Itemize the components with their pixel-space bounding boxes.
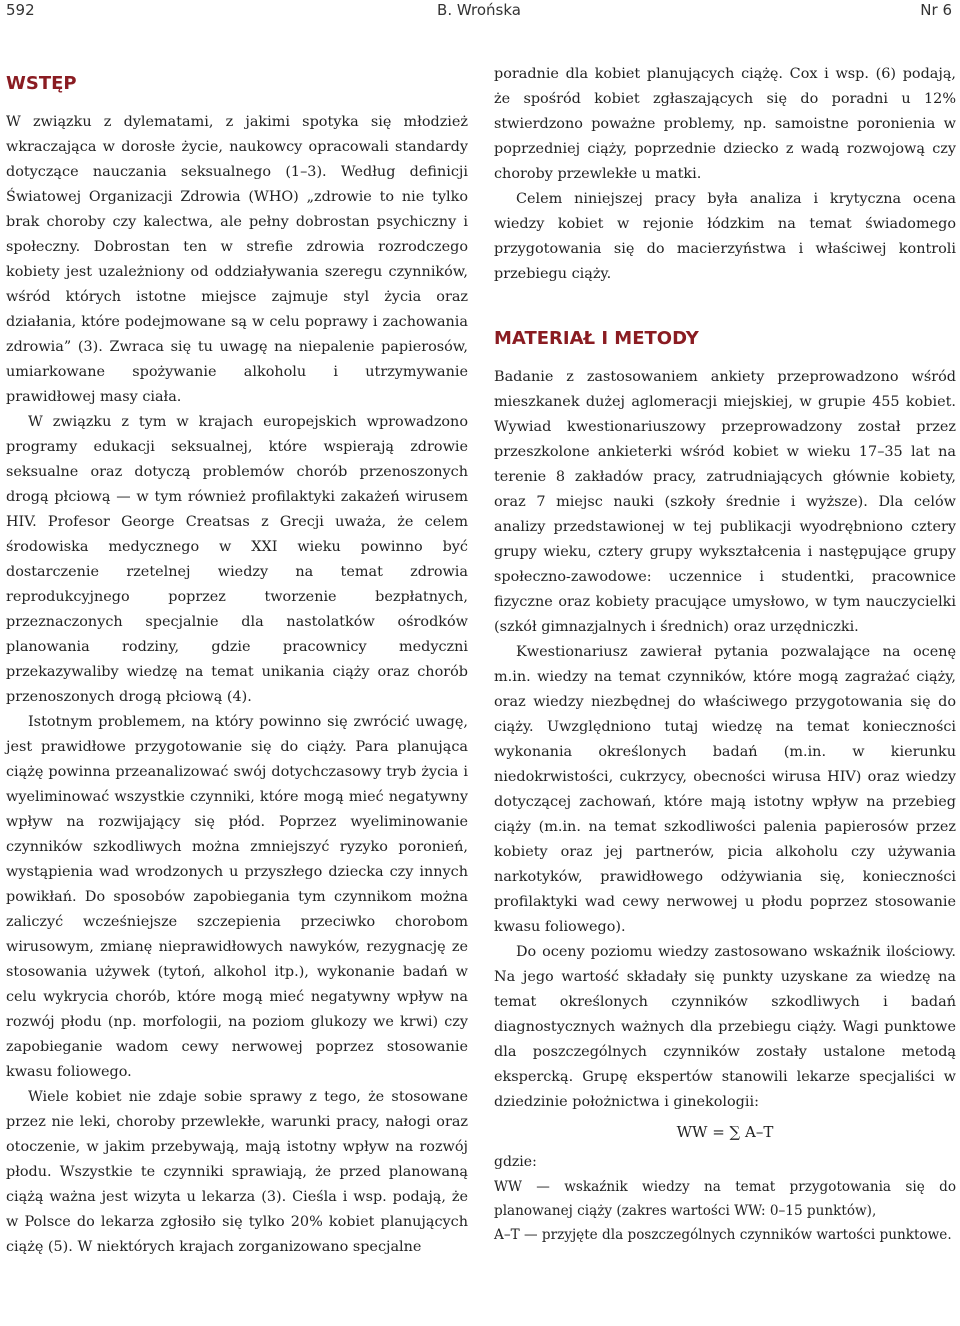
paragraph: Badanie z zastosowaniem ankiety przeprowadzono wśród mieszkanek dużej aglomeracji miejskiej, w grupie 455 kobiet. Wywiad kwestionariuszowy przeprowadzony został przez przeszkolone ankieterki wśród kobiet w wieku 17–35 lat na terenie 8 zakładów pracy, zatrudniających głównie kobiety, oraz 7 miejsc nauki (szkoły średnie i wyższe). Dla celów analizy przedstawionej w tej publikacji wyodrębniono cztery grupy wieku, cztery grupy wykształcenia i następujące grupy społeczno-zawodowe: uczennice i studentki, pracownice fizyczne oraz kobiety pracujące umysłowo, w tym nauczycielki (szkół gimnazjalnych i średnich) oraz urzędniczki.	[494, 369, 956, 635]
left-column	[6, 62, 468, 1260]
running-author: B. Wrońska	[437, 1, 521, 19]
formula-legend	[494, 1175, 956, 1247]
running-header	[6, 0, 952, 22]
formula-where-label: gdzie:	[494, 1154, 537, 1170]
legend-item: WW — wskaźnik wiedzy na temat przygotowania się do planowanej ciąży (zakres wartości WW: 0–15 punktów),	[494, 1179, 956, 1219]
issue-number: Nr 6	[920, 1, 952, 19]
paragraph: Istotnym problemem, na który powinno się zwrócić uwagę, jest prawidłowe przygotowanie się do ciąży. Para planująca ciążę powinna przeanalizować swój dotychczasowy tryb życia i wyeliminować wszystkie czynniki, które mogą mieć negatywny wpływ na rozwijający się płód. Poprzez wyeliminowanie czynników szkodliwych można zmniejszyć ryzyko poronień, wystąpienia wad wrodzonych u przyszłego dziecka czy innych powikłań. Do sposobów zapobiegania tym czynnikom można zaliczyć wcześniejsze szczepienia przeciwko chorobom wirusowym, zmianę nieprawidłowych nawyków, rezygnację ze stosowania używek (tytoń, alkohol itp.), wykonanie badań w celu wykrycia chorób, które mogą mieć negatywny wpływ na rozwój płodu (np. morfologii, na poziom glukozy we krwi) czy zapobieganie wadom cewy nerwowej poprzez stosowanie kwasu foliowego.	[6, 714, 468, 1080]
formula: WW = ∑ A–T	[676, 1123, 774, 1141]
paragraph: W związku z tym w krajach europejskich wprowadzono programy edukacji seksualnej, które wspierają zdrowie seksualne oraz dotyczą problemów chorób przenoszonych drogą płciową — w tym również profilaktyki zakażeń wirusem HIV. Profesor George Creatsas z Grecji uważa, że celem środowiska medycznego w XXI wieku powinno być dostarczenie rzetelnej wiedzy na temat zdrowia reprodukcyjnego poprzez tworzenie bezpłatnych, przeznaczonych specjalnie dla nastolatków ośrodków planowania rodziny, gdzie pracownicy medyczni przekazywaliby wiedzę na temat unikania ciąży oraz chorób przenoszonych drogą płciową (4).	[6, 414, 468, 705]
paragraph: W związku z dylematami, z jakimi spotyka się młodzież wkraczająca w dorosłe życie, naukowcy opracowali standardy dotyczące nauczania seksualnego (1–3). Według definicji Światowej Organizacji Zdrowia (WHO) „zdrowie to nie tylko brak choroby czy kalectwa, ale pełny dobrostan psychiczny i społeczny. Dobrostan ten w strefie zdrowia rozrodczego kobiety jest uzależniony od oddziaływania szeregu czynników, wśród których istotne miejsce zajmuje styl życia oraz działania, które podejmowane są w celu poprawy i zachowania zdrowia” (3). Zwraca się tu uwagę na niepalenie papierosów, umiarkowane spożywanie alkoholu i utrzymywanie prawidłowej masy ciała.	[6, 114, 468, 405]
legend-item: A–T — przyjęte dla poszczególnych czynników wartości punktowe.	[494, 1227, 952, 1243]
paragraph: Wiele kobiet nie zdaje sobie sprawy z tego, że stosowane przez nie leki, choroby przewlekłe, warunki pracy, nałogi oraz otoczenie, w jakim przebywają, mają istotny wpływ na rozwój płodu. Wszystkie te czynniki sprawiają, że przed planowaną ciążą ważna jest wizyta u lekarza (3). Cieśla i wsp. podają, że w Polsce do lekarza zgłosiło się tylko 20% kobiet planujących ciążę (5). W niektórych krajach zorganizowano specjalne	[6, 1089, 468, 1255]
section-heading-material-i-metody: MATERIAŁ I METODY	[494, 328, 699, 349]
paragraph: Celem niniejszej pracy była analiza i krytyczna ocena wiedzy kobiet w rejonie łódzkim na temat świadomego przygotowania się do macierzyństwa i właściwej kontroli przebiegu ciąży.	[494, 191, 956, 282]
section-heading-wstep: WSTĘP	[6, 73, 77, 94]
page-number: 592	[6, 1, 35, 19]
right-column	[494, 62, 956, 1247]
paragraph: poradnie dla kobiet planujących ciążę. Cox i wsp. (6) podają, że spośród kobiet zgłaszających się do poradni u 12% stwierdzono poważne problemy, np. samoistne poronienia w poprzedniej ciąży, poprzednie dziecko z wadą rozwojową czy choroby przewlekłe u matki.	[494, 66, 956, 182]
paragraph: Kwestionariusz zawierał pytania pozwalające na ocenę m.in. wiedzy na temat czynników, które mogą zagrażać ciąży, oraz wiedzy niezbędnej do właściwego przygotowania się do ciąży. Uwzględniono tutaj wiedzę na temat konieczności wykonania określonych badań (m.in. w kierunku niedokrwistości, cukrzycy, obecności wirusa HIV) oraz wiedzy dotyczącej zachowań, które mają istotny wpływ na przebieg ciąży (m.in. na temat szkodliwości palenia papierosów przez kobiety oraz jej partnerów, picia alkoholu czy używania narkotyków, prawidłowego odżywiania się, konieczności profilaktyki wad cewy nerwowej u płodu poprzez stosowanie kwasu foliowego).	[494, 644, 956, 935]
paragraph: Do oceny poziomu wiedzy zastosowano wskaźnik ilościowy. Na jego wartość składały się punkty uzyskane za wiedzę na temat określonych czynników szkodliwych i badań diagnostycznych ważnych dla przebiegu ciąży. Wagi punktowe dla poszczególnych czynników zostały ustalone metodą ekspercką. Grupę ekspertów stanowili lekarze specjaliści w dziedzinie położnictwa i ginekologii:	[494, 944, 956, 1110]
